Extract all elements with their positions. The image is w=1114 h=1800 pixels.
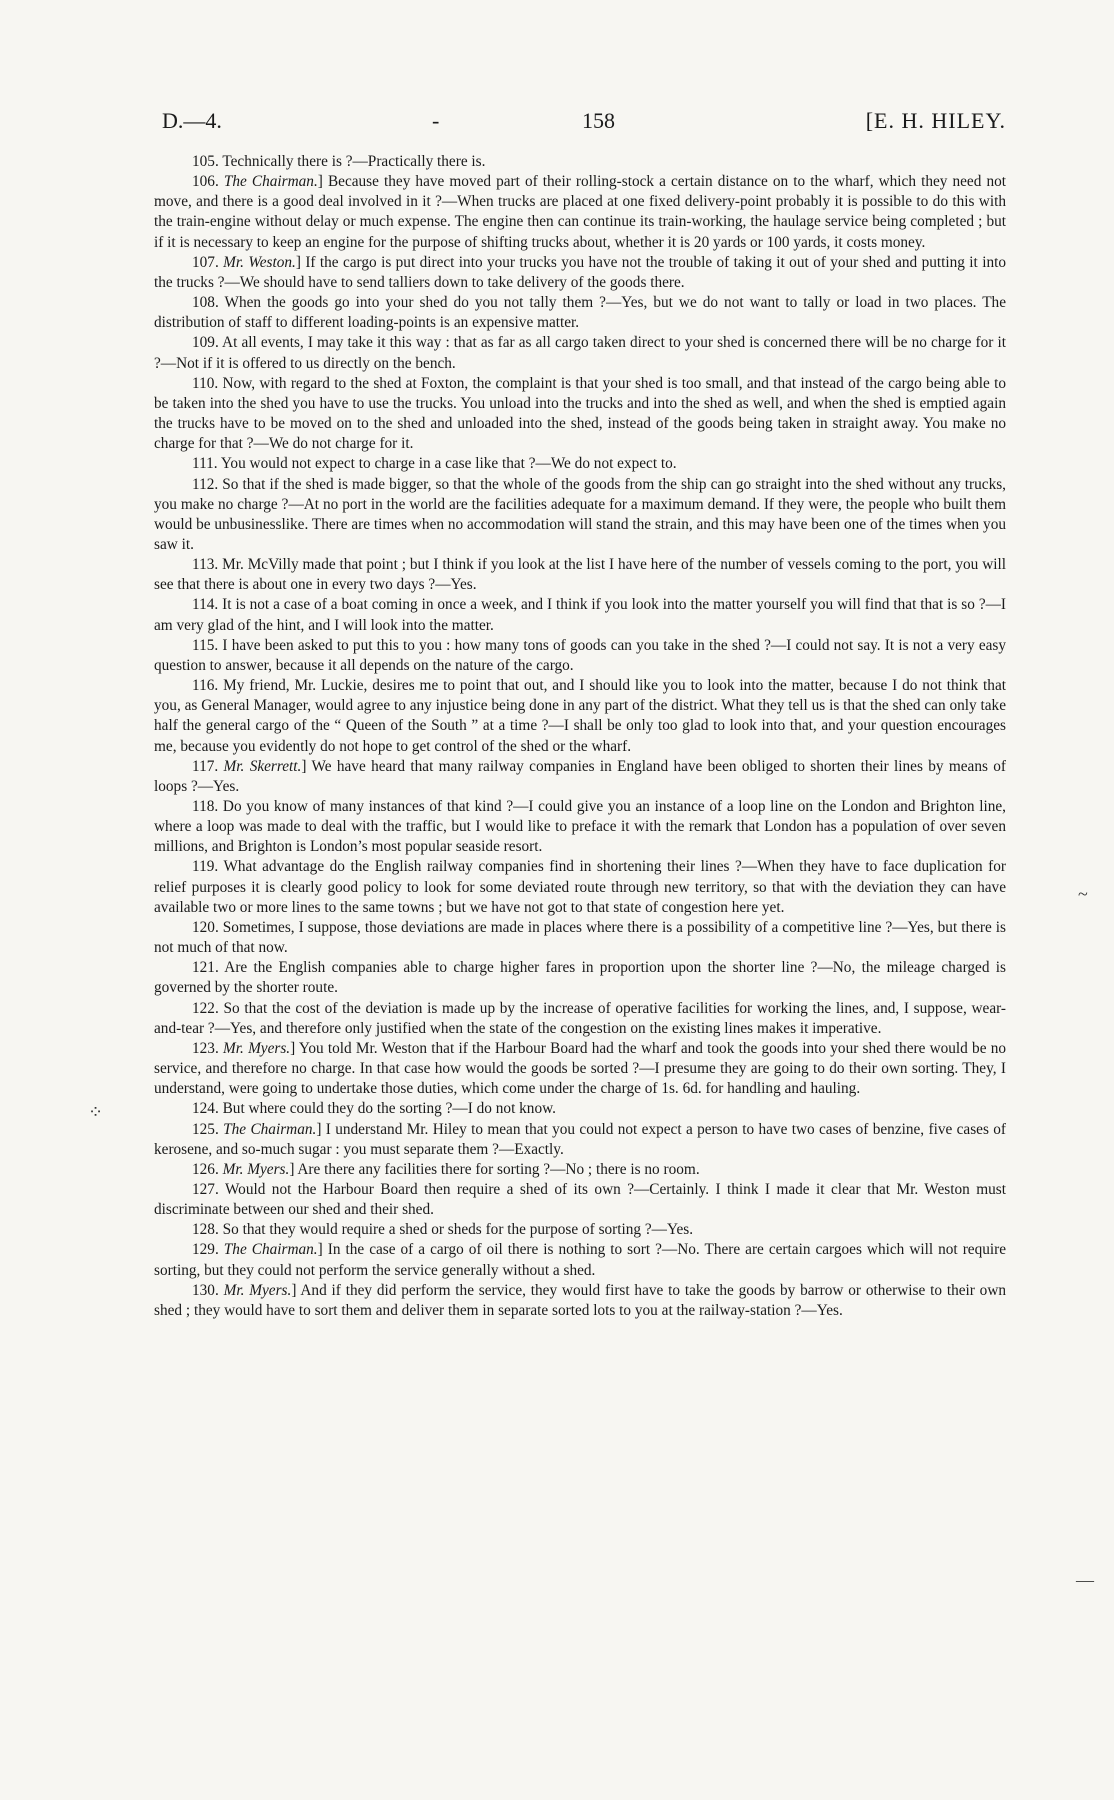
evidence-paragraph bbox=[154, 797, 1006, 857]
question-number: 114. bbox=[192, 596, 219, 614]
evidence-paragraph bbox=[154, 757, 1006, 797]
evidence-paragraph bbox=[154, 918, 1006, 958]
question-number: 126. bbox=[192, 1160, 219, 1178]
paragraph-text: ] In the case of a cargo of oil there is nothing to sort ?—No. There are certain cargoes which will not require sorting, but they could not perform the service generally without a shed. bbox=[154, 1241, 1007, 1279]
question-number: 129. bbox=[192, 1241, 219, 1259]
evidence-paragraph bbox=[154, 1160, 1006, 1180]
evidence-body bbox=[154, 152, 1006, 1321]
evidence-paragraph bbox=[154, 374, 1006, 455]
paragraph-text: ] And if they did perform the service, they would first have to take the goods by barrow or otherwise to their own shed ; they would have to sort them and deliver them in separate sorted lots to you at the railway-station ?—Yes. bbox=[154, 1281, 1007, 1319]
question-number: 128. bbox=[192, 1221, 219, 1239]
paragraph-text: Are the English companies able to charge higher fares in proportion upon the shorter line ?—No, the mileage charged is governed by the shorter route. bbox=[154, 959, 1007, 997]
speaker-name: Mr. Weston. bbox=[223, 253, 296, 271]
question-number: 116. bbox=[192, 677, 219, 695]
paragraph-text: Would not the Harbour Board then require a shed of its own ?—Certainly. I think I made it clear that Mr. Weston must discriminate between our shed and their shed. bbox=[154, 1180, 1006, 1219]
question-number: 125. bbox=[192, 1120, 219, 1138]
paragraph-text: My friend, Mr. Luckie, desires me to point that out, and I should like you to look into the matter, because I do not think that you, as General Manager, would agree to any injustice being done in any part of the district. What they tell us is that the shed can only take half the general cargo of the “ Queen of the South ” at a time ?—I shall be only too glad to look into that, and your question encourages me, because you evidently do not hope to get control of the shed or the wharf. bbox=[154, 677, 1006, 755]
evidence-paragraph bbox=[154, 999, 1006, 1039]
paragraph-text: You would not expect to charge in a case like that ?—We do not expect to. bbox=[220, 455, 677, 473]
question-number: 121. bbox=[192, 959, 219, 977]
question-number: 112. bbox=[192, 475, 219, 493]
question-number: 108. bbox=[192, 294, 219, 312]
evidence-paragraph bbox=[154, 333, 1006, 373]
page-number: 158 bbox=[582, 108, 615, 133]
evidence-paragraph bbox=[154, 636, 1006, 676]
question-number: 107. bbox=[192, 253, 219, 271]
speaker-name: The Chairman. bbox=[223, 173, 318, 191]
paragraph-text: Do you know of many instances of that kind ?—I could give you an instance of a loop line on the London and Brighton line, where a loop was made to deal with the traffic, but I would like to preface it with the remark that London has a population of over seven millions, and Brighton is London’s most popular seaside resort. bbox=[154, 798, 1006, 856]
paragraph-text: ] You told Mr. Weston that if the Harbour Board had the wharf and took the goods into your shed there would be no service, and therefore no charge. In that case how would the goods be sorted ?—I presume they are going to do their own sorting. They, I understand, were going to undertake those duties, which come under the charge of 1s. 6d. for handling and hauling. bbox=[154, 1039, 1007, 1098]
question-number: 118. bbox=[192, 798, 219, 815]
question-number: 111. bbox=[192, 455, 218, 473]
paragraph-text: When the goods go into your shed do you not tally them ?—Yes, but we do not want to tally or load in two places. The distribution of staff to different loading-points is an expensive matter. bbox=[154, 294, 1006, 332]
paragraph-text: It is not a case of a boat coming in once a week, and I think if you look into the matter yourself you will find that that is so ?—I am very glad of the hint, and I will look into the matter. bbox=[154, 596, 1006, 634]
speaker-name: Mr. Myers. bbox=[222, 1160, 290, 1178]
paragraph-text: What advantage do the English railway companies find in shortening their lines ?—When they have to face duplication for relief purposes it is clearly good policy to look for some deviated route through new territory, so that with the deviation they can have available two or more lines to the same towns ; but we have not got to that state of congestion here yet. bbox=[154, 858, 1006, 916]
paragraph-text: So that if the shed is made bigger, so that the whole of the goods from the ship can go straight into the shed without any trucks, you make no charge ?—At no port in the world are the facilities adequate for a maximum demand. If they were, the people who built them would be unbusinesslike. There are times when no accommodation will stand the strain, and this may have been one of the times when you saw it. bbox=[154, 475, 1006, 553]
evidence-paragraph bbox=[154, 152, 1006, 172]
paragraph-text: So that they would require a shed or sheds for the purpose of sorting ?—Yes. bbox=[222, 1221, 694, 1239]
section-reference: D.—4. bbox=[162, 108, 222, 133]
question-number: 113. bbox=[192, 556, 219, 574]
question-number: 106. bbox=[192, 173, 219, 191]
paragraph-text: Technically there is ?—Practically there is. bbox=[222, 153, 486, 170]
paragraph-text: ] If the cargo is put direct into your trucks you have not the trouble of taking it out of your shed and putting it into the trucks ?—We should have to send talliers down to take delivery of the goods there. bbox=[154, 253, 1006, 291]
speaker-name: Mr. Myers. bbox=[223, 1039, 291, 1057]
paragraph-text: ] Are there any facilities there for sorting ?—No ; there is no room. bbox=[289, 1160, 700, 1178]
question-number: 122. bbox=[192, 999, 219, 1017]
question-number: 115. bbox=[192, 636, 219, 654]
question-number: 110. bbox=[192, 374, 219, 392]
evidence-paragraph bbox=[154, 172, 1006, 253]
question-number: 120. bbox=[192, 918, 219, 936]
evidence-paragraph bbox=[154, 1180, 1006, 1220]
evidence-paragraph bbox=[154, 676, 1006, 757]
question-number: 119. bbox=[192, 858, 219, 876]
paragraph-text: So that the cost of the deviation is made up by the increase of operative facilities for working the lines, and, I suppose, wear-and-tear ?—Yes, and therefore only justified when the state of the congestion on the existing lines makes it imperative. bbox=[154, 999, 1006, 1037]
evidence-paragraph bbox=[154, 555, 1006, 595]
evidence-paragraph bbox=[154, 1220, 1006, 1240]
question-number: 127. bbox=[192, 1180, 219, 1198]
evidence-paragraph bbox=[154, 475, 1006, 556]
question-number: 124. bbox=[192, 1100, 219, 1118]
evidence-paragraph bbox=[154, 1099, 1006, 1119]
page-header bbox=[154, 108, 1006, 142]
evidence-paragraph bbox=[154, 1240, 1006, 1280]
evidence-paragraph bbox=[154, 293, 1006, 333]
evidence-paragraph bbox=[154, 595, 1006, 635]
margin-mark: — bbox=[1076, 1570, 1094, 1590]
evidence-paragraph bbox=[154, 1281, 1006, 1321]
speaker-name: The Chairman. bbox=[223, 1241, 318, 1259]
header-separator: - bbox=[432, 108, 440, 133]
paragraph-text: ] We have heard that many railway companies in England have been obliged to shorten their lines by means of loops ?—Yes. bbox=[154, 757, 1007, 795]
margin-mark: ⁘ bbox=[88, 1102, 104, 1122]
evidence-paragraph bbox=[154, 1120, 1006, 1160]
paragraph-text: Sometimes, I suppose, those deviations are made in places where there is a possibility of a competitive line ?—Yes, but there is not much of that now. bbox=[154, 918, 1006, 957]
paragraph-text: I have been asked to put this to you : how many tons of goods can you take in the shed ?—I could not say. It is not a very easy question to answer, because it all depends on the nature of the cargo. bbox=[154, 636, 1006, 674]
speaker-name: Mr. Skerrett. bbox=[223, 757, 302, 775]
question-number: 105. bbox=[192, 153, 219, 170]
document-page bbox=[154, 108, 1006, 1321]
question-number: 109. bbox=[192, 334, 219, 352]
question-number: 123. bbox=[192, 1039, 219, 1057]
witness-name: [E. H. HILEY. bbox=[865, 108, 1006, 133]
paragraph-text: But where could they do the sorting ?—I do not know. bbox=[222, 1100, 556, 1118]
evidence-paragraph bbox=[154, 253, 1006, 293]
evidence-paragraph bbox=[154, 857, 1006, 917]
evidence-paragraph bbox=[154, 958, 1006, 998]
speaker-name: Mr. Myers. bbox=[223, 1281, 292, 1299]
paragraph-text: ] Because they have moved part of their rolling-stock a certain distance on to the wharf, which they need not move, and there is a good deal involved in it ?—When trucks are placed at one fixed delivery-point probably it is possible to do this with the train-engine without delay or much expense. The engine then can continue its train-working, the haulage service being completed ; but if it is necessary to keep an engine for the purpose of shifting trucks about, whether it is 20 yards or 100 yards, it costs money. bbox=[154, 173, 1007, 251]
paragraph-text: Now, with regard to the shed at Foxton, the complaint is that your shed is too small, and that instead of the cargo being able to be taken into the shed you have to use the trucks. You unload into the trucks and into the shed as well, and when the shed is emptied again the trucks have to be moved on to the shed and unloaded into the shed, instead of the goods being taken in straight away. You make no charge for that ?—We do not charge for it. bbox=[154, 374, 1006, 453]
question-number: 130. bbox=[192, 1281, 219, 1299]
margin-mark: ~ bbox=[1078, 884, 1088, 904]
question-number: 117. bbox=[192, 757, 219, 775]
evidence-paragraph bbox=[154, 1039, 1006, 1099]
paragraph-text: ] I understand Mr. Hiley to mean that you could not expect a person to have two cases of benzine, five cases of kerosene, and so-much sugar : you must separate them ?—Exactly. bbox=[154, 1120, 1007, 1158]
paragraph-text: Mr. McVilly made that point ; but I think if you look at the list I have here of the number of vessels coming to the port, you will see that there is about one in every two days ?—Yes. bbox=[154, 556, 1006, 594]
paragraph-text: At all events, I may take it this way : that as far as all cargo taken direct to your shed is concerned there will be no charge for it ?—Not if it is offered to us directly on the bench. bbox=[154, 334, 1006, 372]
speaker-name: The Chairman. bbox=[223, 1120, 317, 1138]
evidence-paragraph bbox=[154, 454, 1006, 474]
